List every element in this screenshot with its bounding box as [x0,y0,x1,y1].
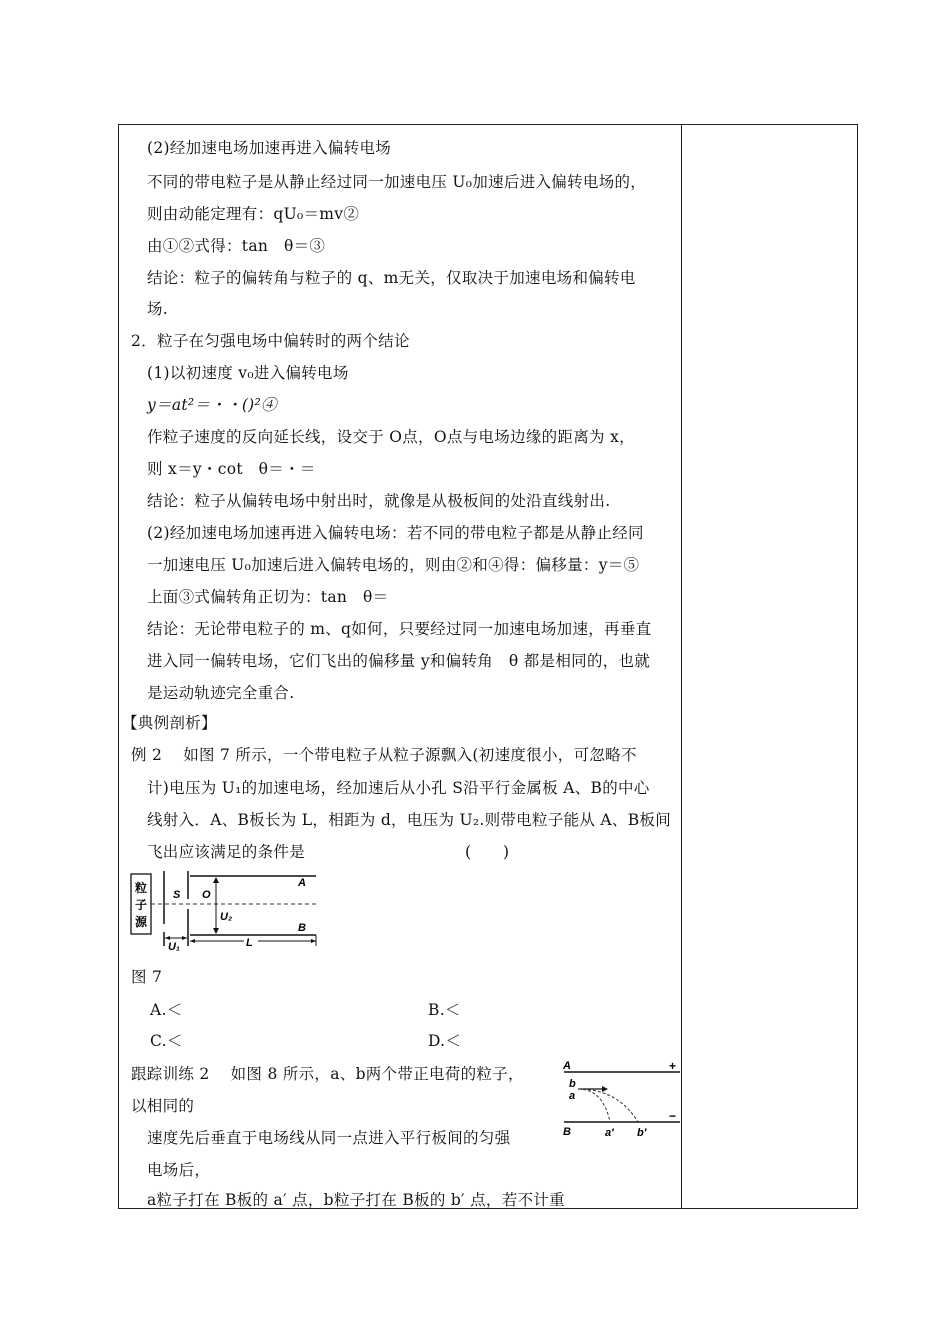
label-b-prime: b′ [637,1127,647,1139]
text-line: 作粒子速度的反向延长线，设交于 O点，O点与电场边缘的距离为 x， [147,428,635,446]
source-char-1: 粒 [134,881,148,895]
label-a: a [569,1090,576,1102]
text-line: 一加速电压 U₀加速后进入偏转电场的，则由②和④得：偏移量：y＝⑤ [147,556,640,574]
label-A: A [298,877,306,889]
text-line: 则 x＝y・cot θ＝・＝ [147,460,316,478]
label-O: O [202,889,211,901]
text-line: 跟踪训练 2 如图 8 所示，a、b两个带正电荷的粒子， [131,1065,524,1083]
option-c: C.＜ [150,1032,183,1050]
text-line: 进入同一偏转电场，它们飞出的偏移量 y和偏转角 θ 都是相同的，也就 [147,652,651,670]
text-line: 2．粒子在匀强电场中偏转时的两个结论 [131,332,410,350]
text-line: 结论：粒子从偏转电场中射出时，就像是从极板间的处沿直线射出. [147,492,611,510]
text-line: 场. [147,300,169,318]
text-line: 上面③式偏转角正切为：tan θ＝ [147,588,389,606]
text-line: 飞出应该满足的条件是 [147,843,306,861]
minus-sign: − [669,1109,677,1123]
text-line: (2)经加速电场加速再进入偏转电场 [147,139,392,157]
section-heading: 【典例剖析】 [122,714,217,732]
text-line: 是运动轨迹完全重合. [147,684,295,702]
text-line: 以相同的 [131,1097,195,1115]
text-line: 电场后， [147,1161,211,1179]
label-b: b [569,1078,576,1090]
text-line: 速度先后垂直于电场线从同一点进入平行板间的匀强 [147,1129,511,1147]
text-line: 结论：粒子的偏转角与粒子的 q、m无关，仅取决于加速电场和偏转电 [147,269,636,287]
text-line: 不同的带电粒子是从静止经过同一加速电压 U₀加速后进入偏转电场的， [147,173,647,191]
figure-8 [558,1058,682,1142]
plus-sign: + [669,1059,677,1073]
text-line: 例 2 如图 7 所示，一个带电粒子从粒子源飘入(初速度很小，可忽略不 [131,746,637,764]
label-a-prime: a′ [605,1127,614,1139]
option-a: A.＜ [150,1001,183,1019]
table-column-divider [681,124,682,1209]
label-A: A [563,1060,571,1072]
label-B: B [298,922,306,934]
source-char-3: 源 [134,915,148,929]
label-U2: U₂ [220,911,233,923]
text-line: 则由动能定理有：qU₀＝mv② [147,205,360,223]
text-line: 计)电压为 U₁的加速电场，经加速后从小孔 S沿平行金属板 A、B的中心 [147,779,650,797]
option-d: D.＜ [428,1032,462,1050]
label-U1: U₁ [168,941,180,952]
text-line: 线射入．A、B板长为 L，相距为 d，电压为 U₂.则带电粒子能从 A、B板间 [147,811,671,829]
option-b: B.＜ [428,1001,461,1019]
label-B: B [563,1126,571,1138]
formula-line: y＝at²＝・・()²④ [147,396,277,414]
figure-caption: 图 7 [131,968,163,986]
answer-bracket: ( ) [465,843,510,861]
text-line: 由①②式得：tan θ＝③ [147,237,326,255]
figure-7 [128,868,323,952]
text-line: (2)经加速电场加速再进入偏转电场：若不同的带电粒子都是从静止经同 [147,524,644,542]
text-line: (1)以初速度 v₀进入偏转电场 [147,364,349,382]
text-line: a粒子打在 B板的 a′ 点，b粒子打在 B板的 b′ 点，若不计重 [147,1191,565,1209]
text-line: 结论：无论带电粒子的 m、q如何，只要经过同一加速电场加速，再垂直 [147,620,652,638]
label-L: L [246,937,253,949]
label-S: S [173,889,181,901]
source-char-2: 子 [134,898,148,912]
